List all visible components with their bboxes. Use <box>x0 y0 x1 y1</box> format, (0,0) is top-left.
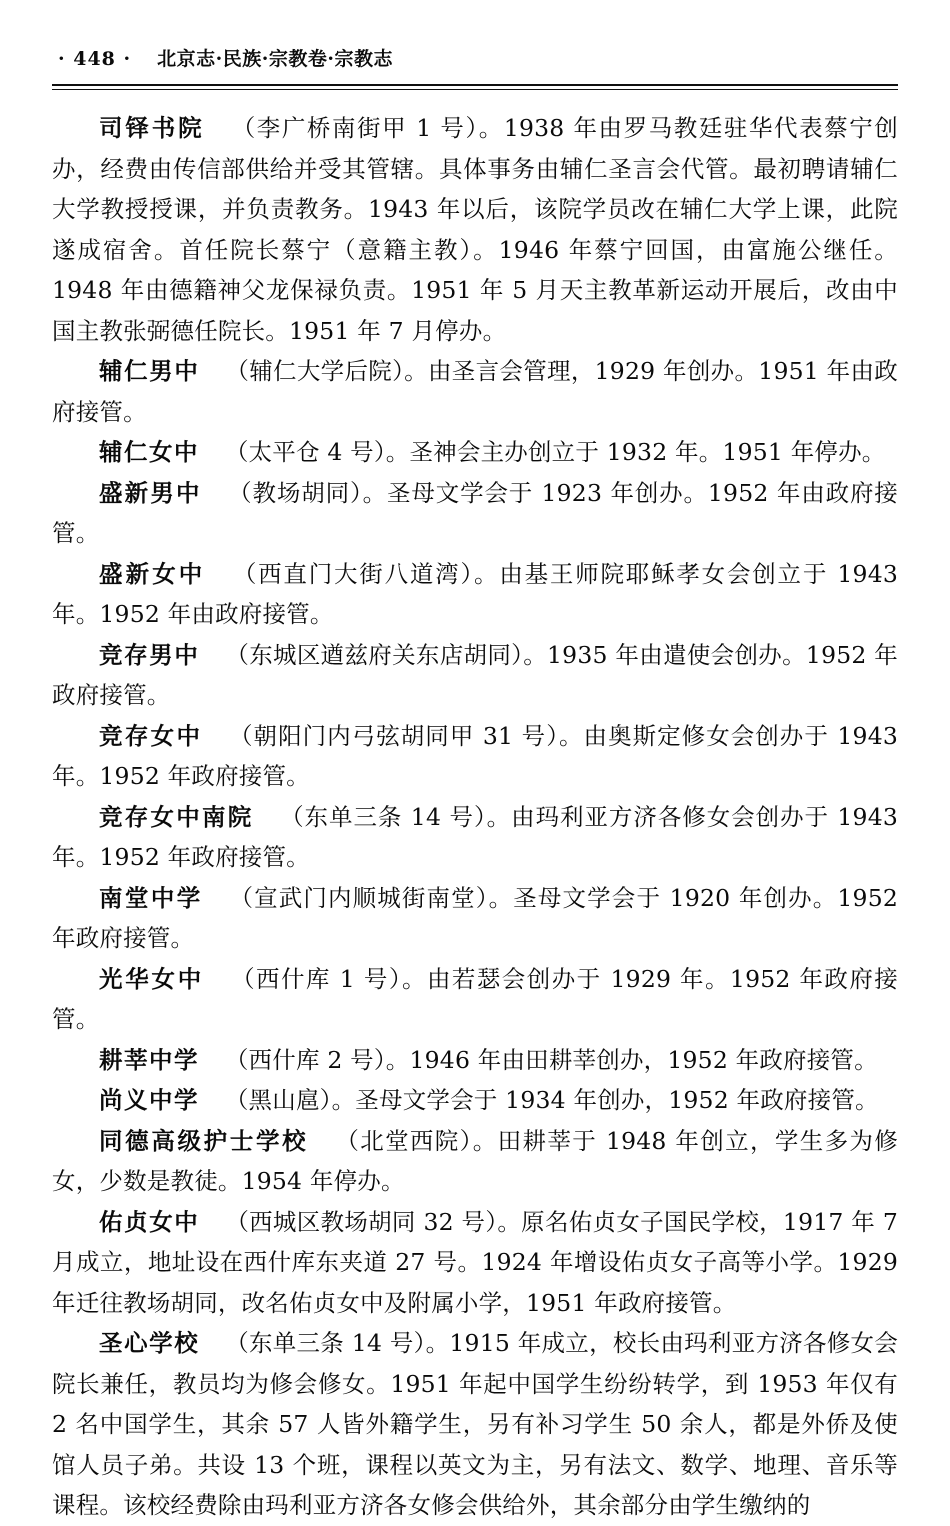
entry-text: （东单三条 14 号）。由玛利亚方济各修女会创办于 1943 年。1952 年政府接管。 <box>52 802 899 871</box>
entry-term: 佑贞女中 <box>99 1207 200 1236</box>
entry-term: 尚义中学 <box>99 1086 199 1114</box>
entry-term: 竞存男中 <box>99 640 200 669</box>
running-title: 北京志·民族·宗教卷·宗教志 <box>157 48 393 70</box>
entry-text: （辅仁大学后院）。由圣言会管理，1929 年创办。1951 年由政府接管。 <box>52 357 898 426</box>
entry-text: （李广桥南街甲 1 号）。1938 年由罗马教廷驻华代表蔡宁创办，经费由传信部供给并受其管辖。具体事务由辅仁圣言会代管。最初聘请辅仁大学教授授课，并负责教务。1943 年以后，该院学员改在辅仁大学上课，此院遂成宿舍。首任院长蔡宁（意籍主教）。1946 年蔡宁回国，由富施公继任。1948 年由德籍神父龙保禄负责。1951 年 5 月天主教革新运动开展后，改由中国主教张弼德任院长。1951 年 7 月停办。 <box>52 114 899 345</box>
entry-term: 辅仁女中 <box>99 438 199 466</box>
entry-text: （东城区遒兹府关东店胡同）。1935 年由遣使会创办。1952 年政府接管。 <box>52 640 898 709</box>
entry-paragraph <box>52 635 898 716</box>
entry-text: （北堂西院）。田耕莘于 1948 年创立，学生多为修女，少数是教徒。1954 年停办。 <box>52 1126 898 1195</box>
entry-paragraph <box>52 1323 898 1526</box>
entry-paragraph <box>52 473 898 554</box>
entry-paragraph <box>52 554 898 635</box>
entry-text: （东单三条 14 号）。1915 年成立，校长由玛利亚方济各修女会院长兼任，教员均为修会修女。1951 年起中国学生纷纷转学，到 1953 年仅有 2 名中国学生，其余 57 人皆外籍学生，另有补习学生 50 余人，都是外侨及使馆人员子弟。共设 13 个班，课程以英文为主，另有法文、数学、地理、音乐等课程。该校经费除由玛利亚方济各女修会供给外，其余部分由学生缴纳的 <box>52 1329 899 1519</box>
page-header <box>52 44 898 78</box>
entry-text: （太平仓 4 号）。圣神会主办创立于 1932 年。1951 年停办。 <box>224 438 886 466</box>
page-number: · 448 · <box>58 48 132 70</box>
entry-text: （黑山扈）。圣母文学会于 1934 年创办，1952 年政府接管。 <box>224 1086 879 1114</box>
entry-paragraph <box>52 108 898 351</box>
entry-paragraph <box>52 432 898 473</box>
page-body <box>52 108 898 1526</box>
entry-paragraph <box>52 797 898 878</box>
entry-text: （宣武门内顺城街南堂）。圣母文学会于 1920 年创办。1952 年政府接管。 <box>52 883 898 952</box>
entry-term: 司铎书院 <box>99 114 205 142</box>
entry-term: 南堂中学 <box>99 883 203 912</box>
entry-paragraph <box>52 1202 898 1324</box>
entry-paragraph <box>52 1040 898 1081</box>
entry-term: 竞存女中南院 <box>99 802 254 831</box>
entry-term: 竞存女中 <box>99 721 203 750</box>
entry-term: 圣心学校 <box>99 1329 200 1357</box>
header-divider <box>52 84 898 90</box>
entry-term: 辅仁男中 <box>99 357 200 385</box>
entry-text: （西城区教场胡同 32 号）。原名佑贞女子国民学校，1917 年 7 月成立，地址设在西什库东夹道 27 号。1924 年增设佑贞女子高等小学。1929 年迁往教场胡同，改名佑贞女中及附属小学，1951 年政府接管。 <box>52 1207 899 1317</box>
entry-text: （西什库 2 号）。1946 年由田耕莘创办，1952 年政府接管。 <box>224 1045 878 1074</box>
entry-term: 盛新男中 <box>99 478 202 507</box>
entry-term: 光华女中 <box>99 964 204 993</box>
entry-paragraph <box>52 1080 898 1121</box>
entry-term: 同德高级护士学校 <box>99 1126 309 1155</box>
entry-paragraph <box>52 351 898 432</box>
entry-text: （西什库 1 号）。由若瑟会创办于 1929 年。1952 年政府接管。 <box>52 964 899 1033</box>
entry-paragraph <box>52 716 898 797</box>
entry-text: （西直门大街八道湾）。由基王师院耶稣孝女会创立于 1943 年。1952 年由政府接管。 <box>52 559 899 628</box>
entry-term: 耕莘中学 <box>99 1045 199 1074</box>
entry-text: （朝阳门内弓弦胡同甲 31 号）。由奥斯定修女会创办于 1943 年。1952 年政府接管。 <box>52 721 898 790</box>
entry-text: （教场胡同）。圣母文学会于 1923 年创办。1952 年由政府接管。 <box>52 478 899 547</box>
entry-paragraph <box>52 1121 898 1202</box>
entry-paragraph <box>52 959 898 1040</box>
entry-paragraph <box>52 878 898 959</box>
entry-term: 盛新女中 <box>99 559 206 588</box>
